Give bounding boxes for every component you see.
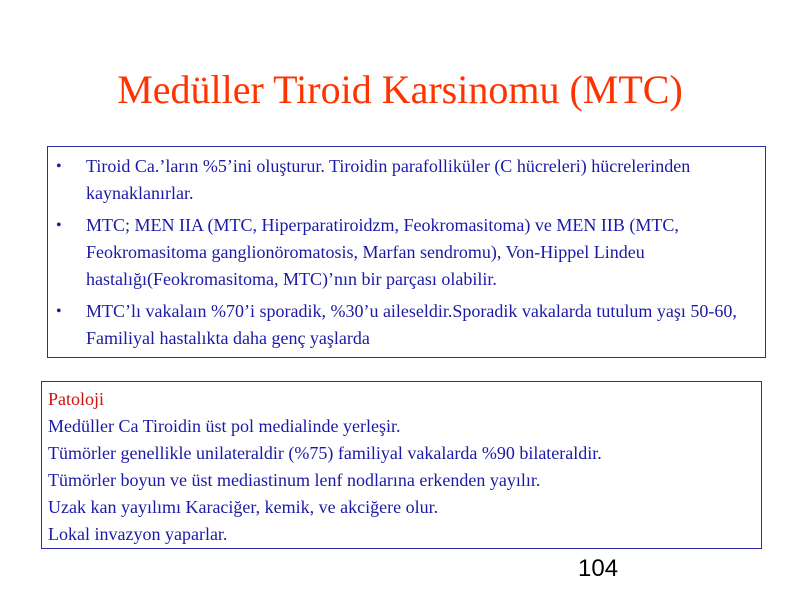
patoloji-line: Lokal invazyon yaparlar. — [48, 524, 228, 544]
bullet-list — [56, 153, 756, 357]
patoloji-heading: Patoloji — [48, 389, 105, 409]
bullet-icon: • — [56, 158, 62, 175]
bullet-text: MTC; MEN IIA (MTC, Hiperparatiroidzm, Feokromasitoma) ve MEN IIB (MTC, Feokromasitoma ganglionöromatosis, Marfan sendromu), Von-Hippel Lindeu hastalığı(Feokromasitoma, MTC)’nın bir parçası olabilir. — [86, 215, 679, 289]
patoloji-line: Tümörler boyun ve üst mediastinum lenf nodlarına erkenden yayılır. — [48, 470, 541, 490]
patoloji-line: Uzak kan yayılımı Karaciğer, kemik, ve akciğere olur. — [48, 497, 439, 517]
bullet-item — [56, 298, 756, 352]
bullet-icon: • — [56, 217, 62, 234]
patoloji-box — [41, 381, 762, 549]
patoloji-line: Tümörler genellikle unilateraldir (%75) familiyal vakalarda %90 bilateraldir. — [48, 443, 602, 463]
patoloji-lines — [48, 386, 756, 548]
bullet-item — [56, 212, 756, 293]
bullet-box — [47, 146, 766, 358]
bullet-icon: • — [56, 303, 62, 320]
slide-title: Medüller Tiroid Karsinomu (MTC) — [117, 67, 683, 112]
bullet-item — [56, 153, 756, 207]
bullet-text: Tiroid Ca.’ların %5’ini oluşturur. Tiroidin parafolliküler (C hücreleri) hücrelerinden kaynaklanırlar. — [86, 156, 691, 203]
page-number: 104 — [578, 555, 619, 582]
patoloji-line: Medüller Ca Tiroidin üst pol medialinde yerleşir. — [48, 416, 401, 436]
bullet-text: MTC’lı vakalaın %70’i sporadik, %30’u aileseldir.Sporadik vakalarda tutulum yaşı 50-60, Familiyal hastalıkta daha genç yaşlarda — [86, 301, 737, 348]
